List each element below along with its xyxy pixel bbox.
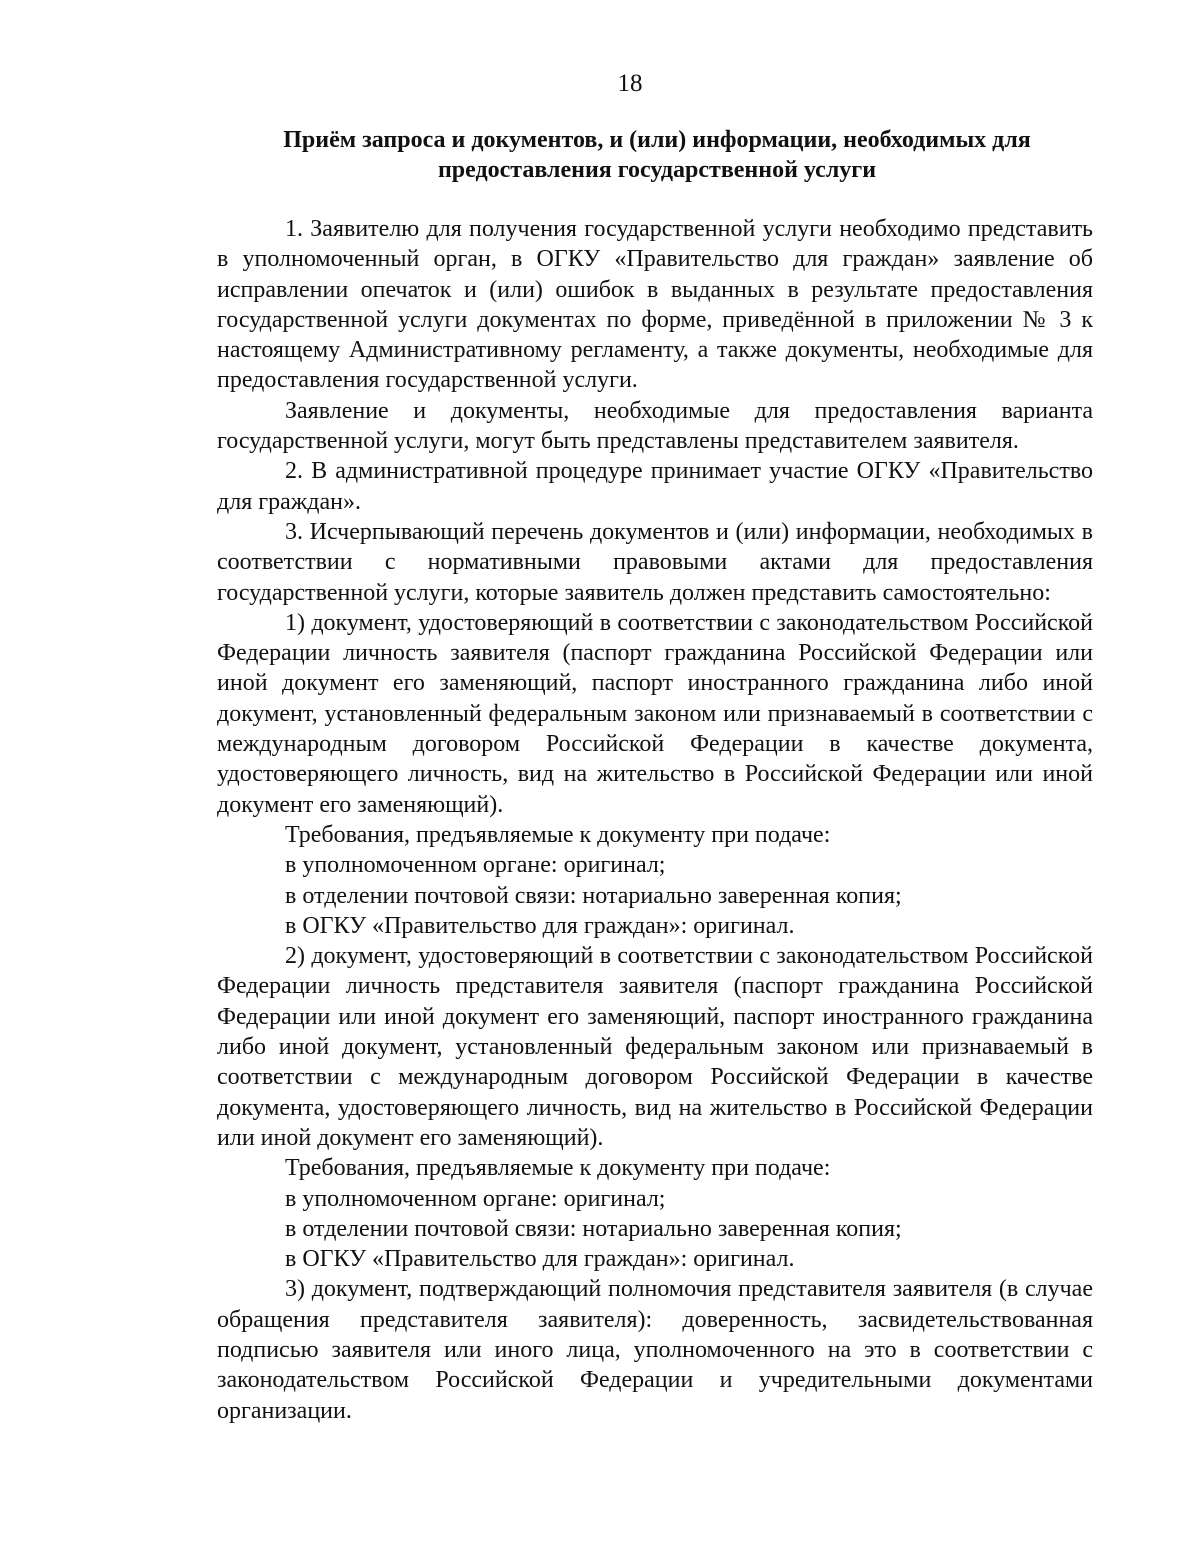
paragraph-10: 2) документ, удостоверяющий в соответствии с законодательством Российской Федерации личность представителя заявителя (паспорт гражданина Российской Федерации или иной документ его заменяющий, паспорт иностранного гражданина либо иной документ, установленный федеральным законом или признаваемый в соответствии с международным договором Российской Федерации в качестве документа, удостоверяющего личность, вид на жительство в Российской Федерации или иной документ его заменяющий). [217, 943, 1093, 1151]
paragraph-12: в уполномоченном органе: оригинал; [285, 1185, 666, 1212]
paragraph-13: в отделении почтовой связи: нотариально заверенная копия; [285, 1215, 902, 1242]
document-body [217, 214, 1093, 1426]
paragraph-15: 3) документ, подтверждающий полномочия представителя заявителя (в случае обращения представителя заявителя): доверенность, засвидетельствованная подписью заявителя или иного лица, уполномоченного на это в соответствии с законодательством Российской Федерации и учредительными документами организации. [217, 1276, 1093, 1424]
paragraph-3: 2. В административной процедуре принимает участие ОГКУ «Правительство для граждан». [217, 458, 1093, 515]
paragraph-5: 1) документ, удостоверяющий в соответствии с законодательством Российской Федерации личность заявителя (паспорт гражданина Российской Федерации или иной документ его заменяющий, паспорт иностранного гражданина либо иной документ, установленный федеральным законом или признаваемый в соответствии с международным договором Российской Федерации в качестве документа, удостоверяющего личность, вид на жительство в Российской Федерации или иной документ его заменяющий). [217, 609, 1093, 818]
paragraph-14: в ОГКУ «Правительство для граждан»: оригинал. [285, 1246, 795, 1273]
paragraph-4: 3. Исчерпывающий перечень документов и (или) информации, необходимых в соответствии с нормативными правовыми актами для предоставления государственной услуги, которые заявитель должен представить самостоятельно: [217, 518, 1093, 606]
paragraph-8: в отделении почтовой связи: нотариально заверенная копия; [285, 882, 902, 909]
paragraph-11: Требования, предъявляемые к документу при подаче: [285, 1155, 831, 1182]
paragraph-9: в ОГКУ «Правительство для граждан»: оригинал. [285, 912, 795, 939]
paragraph-7: в уполномоченном органе: оригинал; [285, 852, 666, 879]
section-heading: Приём запроса и документов, и (или) информации, необходимых для предоставления государственной услуги [283, 127, 1031, 183]
paragraph-1: 1. Заявителю для получения государственной услуги необходимо представить в уполномоченный орган, в ОГКУ «Правительство для граждан» заявление об исправлении опечаток и (или) ошибок в выданных в результате предоставления государственной услуги документах по форме, приведённой в приложении № 3 к настоящему Административному регламенту, а также документы, необходимые для предоставления государственной услуги. [217, 216, 1093, 394]
page-number: 18 [617, 70, 643, 97]
paragraph-2: Заявление и документы, необходимые для предоставления варианта государственной услуги, могут быть представлены представителем заявителя. [217, 397, 1093, 455]
paragraph-6: Требования, предъявляемые к документу при подаче: [285, 821, 831, 848]
